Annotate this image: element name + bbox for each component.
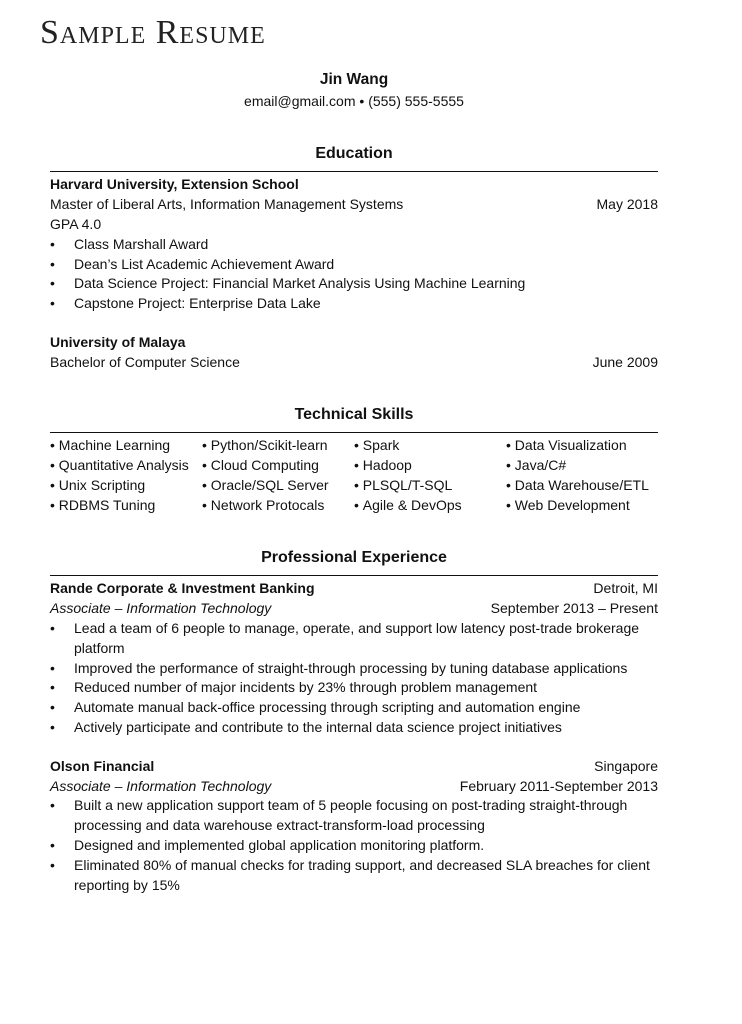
list-item: • Actively participate and contribute to the internal data science project initiatives: [50, 718, 658, 738]
candidate-name: Jin Wang: [319, 71, 389, 88]
graduation-date: May 2018: [596, 196, 658, 213]
skills-rule: [50, 432, 658, 433]
skills-grid: [50, 436, 658, 515]
job-dates: February 2011-September 2013: [459, 777, 658, 794]
job-bullets: [50, 619, 658, 738]
resume-page: [50, 70, 658, 895]
skill-item: • Java/C#: [506, 456, 658, 476]
list-item: • Data Science Project: Financial Market Analysis Using Machine Learning: [50, 274, 658, 294]
job-header-row: [50, 579, 658, 599]
list-item: • Class Marshall Award: [50, 235, 658, 255]
skill-item: • Spark: [354, 436, 506, 456]
job-role-row: [50, 777, 658, 797]
job-dates: September 2013 – Present: [490, 600, 658, 617]
contact-line: email@gmail.com • (555) 555-5555: [244, 92, 464, 109]
graduation-date: June 2009: [592, 353, 658, 370]
list-item: • Capstone Project: Enterprise Data Lake: [50, 294, 658, 314]
list-item: • Reduced number of major incidents by 23% through problem management: [50, 678, 658, 698]
experience-rule: [50, 575, 658, 576]
skill-item: • RDBMS Tuning: [50, 496, 202, 516]
list-item: • Automate manual back-office processing through scripting and automation engine: [50, 698, 658, 718]
list-item: • Designed and implemented global application monitoring platform.: [50, 836, 658, 856]
job-location: Singapore: [594, 757, 658, 774]
job-bullets: [50, 796, 658, 895]
education-rule: [50, 171, 658, 172]
skill-item: • Unix Scripting: [50, 476, 202, 496]
skills-column: [506, 436, 658, 515]
skill-item: • Data Warehouse/ETL: [506, 476, 658, 496]
skill-item: • Python/Scikit-learn: [202, 436, 354, 456]
banner-title: Sample Resume: [40, 14, 266, 51]
degree: Bachelor of Computer Science: [50, 353, 240, 370]
list-item: • Improved the performance of straight-through processing by tuning database applications: [50, 659, 658, 679]
skill-item: • Agile & DevOps: [354, 496, 506, 516]
skill-item: • Machine Learning: [50, 436, 202, 456]
skill-item: • Web Development: [506, 496, 658, 516]
degree: Master of Liberal Arts, Information Management Systems: [50, 196, 404, 213]
list-item: • Eliminated 80% of manual checks for trading support, and decreased SLA breaches for client reporting by 15%: [50, 856, 658, 896]
education-heading: Education: [315, 144, 393, 162]
school-name: University of Malaya: [50, 333, 186, 350]
experience-heading: Professional Experience: [261, 548, 447, 566]
skill-item: • Data Visualization: [506, 436, 658, 456]
education-entry-malaya: [50, 333, 658, 373]
job-title: Associate – Information Technology: [50, 600, 272, 617]
skill-item: • PLSQL/T-SQL: [354, 476, 506, 496]
skills-column: [202, 436, 354, 515]
school-name: Harvard University, Extension School: [50, 176, 299, 193]
degree-row: [50, 195, 658, 215]
list-item: • Lead a team of 6 people to manage, operate, and support low latency post-trade brokerage platform: [50, 619, 658, 659]
skills-heading: Technical Skills: [294, 405, 414, 423]
degree-row: [50, 353, 658, 373]
company-name: Rande Corporate & Investment Banking: [50, 580, 315, 597]
education-entry-harvard: [50, 175, 658, 314]
skills-column: [50, 436, 202, 515]
skill-item: • Quantitative Analysis: [50, 456, 202, 476]
skill-item: • Oracle/SQL Server: [202, 476, 354, 496]
list-item: • Dean’s List Academic Achievement Award: [50, 255, 658, 275]
job-entry-rande: [50, 579, 658, 737]
skills-column: [354, 436, 506, 515]
skill-item: • Network Protocals: [202, 496, 354, 516]
list-item: • Built a new application support team of 5 people focusing on post-trading straight-through processing and data warehouse extract-transform-load processing: [50, 796, 658, 836]
company-name: Olson Financial: [50, 757, 155, 774]
skill-item: • Cloud Computing: [202, 456, 354, 476]
award-list: [50, 235, 658, 314]
job-header-row: [50, 757, 658, 777]
skill-item: • Hadoop: [354, 456, 506, 476]
gpa: GPA 4.0: [50, 215, 102, 232]
job-role-row: [50, 599, 658, 619]
job-title: Associate – Information Technology: [50, 777, 272, 794]
job-entry-olson: [50, 757, 658, 896]
job-location: Detroit, MI: [593, 580, 658, 597]
